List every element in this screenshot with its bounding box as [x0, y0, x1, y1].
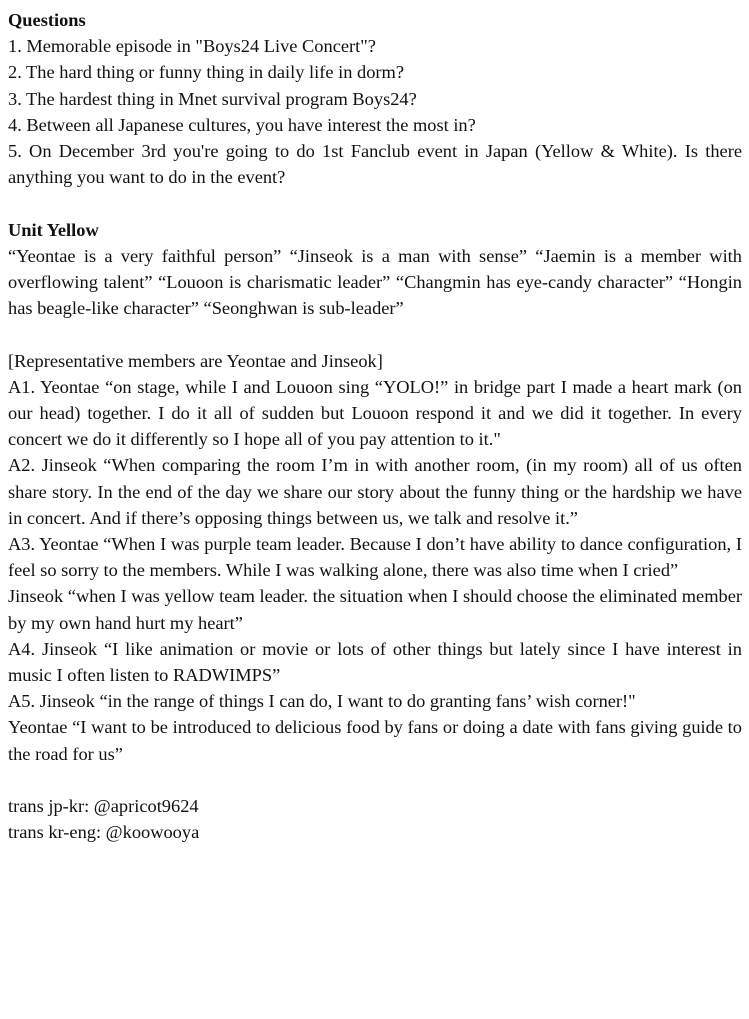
credit-jp-kr: trans jp-kr: @apricot9624: [8, 796, 199, 817]
answer-item: A5. Jinseok “in the range of things I can do, I want to do granting fans’ wish corner!": [8, 691, 636, 712]
answer-item: Jinseok “when I was yellow team leader. the situation when I should choose the eliminated member by my own hand hurt my heart”: [8, 586, 742, 633]
questions-section: [8, 7, 742, 190]
question-item: 4. Between all Japanese cultures, you have interest the most in?: [8, 114, 476, 135]
credits-section: [8, 793, 742, 845]
unit-section: [8, 217, 742, 322]
unit-heading: Unit Yellow: [8, 219, 99, 240]
answer-item: A3. Yeontae “When I was purple team leader. Because I don’t have ability to dance configuration, I feel so sorry to the members. While I was walking alone, there was also time when I cried”: [8, 534, 742, 581]
document: [8, 7, 742, 845]
question-item: 5. On December 3rd you're going to do 1st Fanclub event in Japan (Yellow & White). Is there anything you want to do in the event?: [8, 141, 742, 188]
credit-kr-eng: trans kr-eng: @koowooya: [8, 822, 200, 843]
question-item: 2. The hard thing or funny thing in daily life in dorm?: [8, 62, 405, 83]
answer-item: A1. Yeontae “on stage, while I and Louoon sing “YOLO!” in bridge part I made a heart mark (on our head) together. I do it all of sudden but Louoon respond it and we did it together. In every concert we do it differently so I hope all of you pay attention to it.": [8, 376, 742, 450]
spacer: [8, 767, 742, 793]
answer-item: Yeontae “I want to be introduced to delicious food by fans or doing a date with fans giving guide to the road for us”: [8, 717, 742, 764]
question-item: 3. The hardest thing in Mnet survival program Boys24?: [8, 88, 417, 109]
unit-description: “Yeontae is a very faithful person” “Jinseok is a man with sense” “Jaemin is a member with overflowing talent” “Louoon is charismatic leader” “Changmin has eye-candy character” “Hongin has beagle-like character” “Seonghwan is sub-leader”: [8, 245, 742, 319]
representatives-note: [Representative members are Yeontae and Jinseok]: [8, 350, 383, 371]
answer-item: A2. Jinseok “When comparing the room I’m in with another room, (in my room) all of us often share story. In the end of the day we share our story about the funny thing or the hardship we have in concert. And if there’s opposing things between us, we talk and resolve it.”: [8, 455, 742, 528]
question-item: 1. Memorable episode in "Boys24 Live Concert"?: [8, 36, 376, 57]
answers-section: [8, 348, 742, 767]
questions-heading: Questions: [8, 10, 86, 30]
answer-item: A4. Jinseok “I like animation or movie or lots of other things but lately since I have interest in music I often listen to RADWIMPS”: [8, 638, 742, 686]
spacer: [8, 190, 742, 216]
spacer: [8, 321, 742, 347]
